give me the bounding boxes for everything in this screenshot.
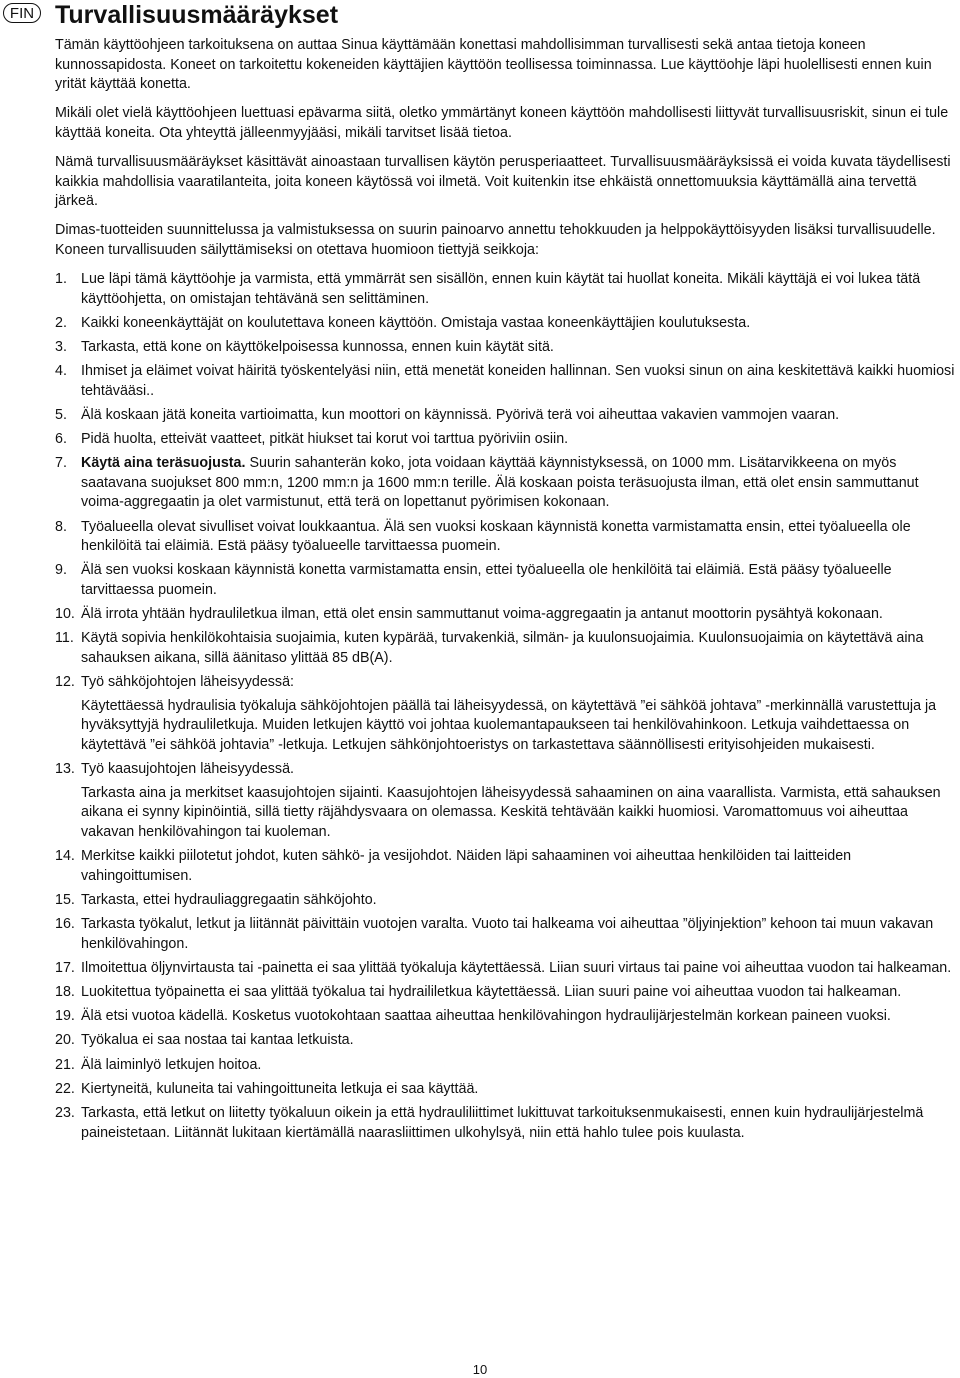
list-item (55, 338, 960, 358)
list-item-content (81, 561, 960, 600)
list-item-text: Kaikki koneenkäyttäjät on koulutettava koneen käyttöön. Omistaja vastaa koneenkäyttäjien koulutuksesta. (81, 314, 751, 331)
list-item-number: 6. (55, 431, 67, 448)
list-item-text: Älä laiminlyö letkujen hoitoa. (81, 1056, 262, 1073)
list-item-content (81, 605, 960, 625)
list-item-text: Luokitettua työpainetta ei saa ylittää työkalua tai hydraililetkua käytettäessä. Liian suuri paine voi aiheuttaa vuodon tai halkeaman. (81, 984, 902, 1001)
list-item-number: 17. (55, 959, 75, 976)
list-item-detail: Tarkasta aina ja merkitset kaasujohtojen sijainti. Kaasujohtojen läheisyydessä sahaaminen on aina vaarallista. Varmista, että sahauksen aikana ei synny kipinöintiä, sillä tietty räjähdysvaara on olemassa. Keskitä tehtävään kaikki huomiosi. Varomattomuus voi aiheuttaa vakavan henkilövahingon tai kuoleman. (81, 784, 941, 840)
list-item-text: Ihmiset ja eläimet voivat häiritä työskentelyäsi niin, että menetät koneiden hallinnan. Sen vuoksi sinun on aina keskitettävä kaikki huomiosi tehtävääsi.. (81, 363, 955, 399)
list-item-text: Suurin sahanterän koko, jota voidaan käyttää käynnistyksessä, on 1000 mm. Lisätarvikkeena on myös saatavana suojukset 800 mm:n, 1200 mm:n ja 1600 mm:n terille. Älä koskaan poista teräsuojusta ilman, että olet ensin sammuttanut voima-aggregaatin ja olet varmistunut, että terä on lopettanut pyörimisen kokonaan. (81, 455, 919, 511)
list-item-number: 2. (55, 314, 67, 331)
list-item-content (81, 314, 960, 334)
list-item (55, 983, 960, 1003)
list-item (55, 1104, 960, 1143)
list-item-text: Älä etsi vuotoa kädellä. Kosketus vuotokohtaan saattaa aiheuttaa henkilövahingon hydraulijärjestelmän korkean paineen vuoksi. (81, 1008, 891, 1025)
list-item-number: 10. (55, 606, 75, 623)
list-item-number: 5. (55, 406, 67, 423)
page-number: 10 (472, 1362, 488, 1377)
list-item (55, 673, 960, 755)
list-item-number: 3. (55, 338, 67, 355)
list-item-number: 14. (55, 848, 75, 865)
list-item-detail: Käytettäessä hydraulisia työkaluja sähköjohtojen päällä tai läheisyydessä, on käytettävä ”ei sähköä johtava” -merkinnällä varustettuja ja hyväksyttyjä hydrauliletkuja. Muiden letkujen käyttö voi johtaa kuolemantapaukseen tai henkilövahinkoon. Letkuja vaihdettaessa on käytettävä ”ei sähköä johtavia” -letkuja. Letkujen sähkönjohtoeristys on tarkastettava säännöllisesti erityisohjeiden mukaisesti. (81, 697, 937, 753)
list-item-text: Älä sen vuoksi koskaan käynnistä konetta varmistamatta ensin, ettei työalueella ole henkilöitä tai eläimiä. Estä pääsy työalueelle tarvittaessa puomein. (81, 562, 892, 598)
document-body (55, 36, 960, 1148)
list-item-content (81, 983, 960, 1003)
list-item-text: Älä irrota yhtään hydrauliletkua ilman, että olet ensin sammuttanut voima-aggregaatin ja antanut moottorin pysähtyä kokonaan. (81, 606, 883, 623)
list-item-content (81, 430, 960, 450)
list-item-text: Työalueella olevat sivulliset voivat loukkaantua. Älä sen vuoksi koskaan käynnistä konetta varmistamatta ensin, ettei työalueella ole henkilöitä tai eläimiä. Estä pääsy työalueelle tarvittaessa puomein. (81, 518, 911, 555)
list-item-text: Ilmoitettua öljynvirtausta tai -painetta ei saa ylittää työkaluja käytettäessä. Liian suuri virtaus tai paine voi aiheuttaa vuodon tai halkeaman. (81, 959, 952, 976)
list-item (55, 430, 960, 450)
list-item-number: 22. (55, 1080, 75, 1097)
list-item-number: 20. (55, 1032, 75, 1049)
intro-paragraph: Tämän käyttöohjeen tarkoituksena on auttaa Sinua käyttämään konettasi mahdollisimman turvallisesti sekä antaa tietoja koneen kunnossapidosta. Koneet on tarkoitettu kokeneiden käyttäjien käyttöön teollisessa toiminnassa. Lue käyttöohje läpi huolellisesti ennen kuin yrität käyttää konetta. (55, 37, 932, 93)
list-item-number: 4. (55, 363, 67, 380)
list-item-content (81, 270, 960, 309)
list-item (55, 891, 960, 911)
list-item (55, 1080, 960, 1100)
list-item-text: Tarkasta työkalut, letkut ja liitännät päivittäin vuotojen varalta. Vuoto tai halkeama voi aiheuttaa ”öljyinjektion” kehoon tai muun vakavan henkilövahingon. (81, 916, 934, 952)
list-item-content (81, 338, 960, 358)
list-item-number: 18. (55, 984, 75, 1001)
list-item-number: 11. (55, 630, 74, 647)
list-item-content (81, 1031, 960, 1051)
list-item-content (81, 629, 960, 668)
list-item-content (81, 1007, 960, 1027)
list-item-number: 15. (55, 891, 75, 908)
list-item-text: Lue läpi tämä käyttöohje ja varmista, että ymmärrät sen sisällön, ennen kuin käytät tai huollat koneita. Mikäli käyttäjä ei voi lukea tätä käyttöohjetta, on omistajan tehtävänä sen selittäminen. (81, 270, 921, 307)
list-item-number: 1. (55, 270, 67, 287)
list-item-content (81, 1080, 960, 1100)
list-item (55, 454, 960, 513)
safety-rules-list (55, 270, 960, 1143)
list-item-text: Pidä huolta, etteivät vaatteet, pitkät hiukset tai korut voi tarttua pyöriviin osiin. (81, 431, 569, 448)
list-item-text: Työkalua ei saa nostaa tai kantaa letkuista. (81, 1032, 354, 1049)
list-item-number: 7. (55, 455, 67, 472)
list-item-content (81, 454, 960, 513)
list-item-number: 13. (55, 761, 75, 778)
list-item-number: 16. (55, 916, 75, 933)
list-item-content (81, 891, 960, 911)
list-item-number: 8. (55, 518, 67, 535)
intro-paragraph: Dimas-tuotteiden suunnittelussa ja valmistuksessa on suurin painoarvo annettu tehokkuuden ja helppokäyttöisyyden lisäksi turvallisuudelle. Koneen turvallisuuden säilyttämiseksi on otettava huomioon tiettyjä seikkoja: (55, 222, 936, 258)
list-item-text: Tarkasta, että kone on käyttökelpoisessa kunnossa, ennen kuin käytät sitä. (81, 338, 554, 355)
list-item-number: 19. (55, 1008, 75, 1025)
list-item-text: Merkitse kaikki piilotetut johdot, kuten sähkö- ja vesijohdot. Näiden läpi sahaaminen voi aiheuttaa henkilöiden tai laitteiden vahingoittumisen. (81, 848, 852, 884)
list-item-text: Tarkasta, ettei hydrauliaggregaatin sähköjohto. (81, 891, 377, 908)
list-item-content (81, 1104, 960, 1143)
list-item (55, 1007, 960, 1027)
list-item-content (81, 959, 960, 979)
list-item-text: Työ sähköjohtojen läheisyydessä: (81, 674, 294, 691)
list-item-number: 9. (55, 562, 67, 579)
list-item (55, 847, 960, 886)
list-item (55, 561, 960, 600)
list-item-number: 21. (55, 1056, 75, 1073)
intro-paragraph: Nämä turvallisuusmääräykset käsittävät ainoastaan turvallisen käytön perusperiaatteet. Turvallisuusmääräyksissä ei voida kuvata täydellisesti kaikkia mahdollisia vaaratilanteita, joita koneen käytössä voi ilmetä. Voit kuitenkin itse ehkäistä onnettomuuksia käyttämällä aina tervettä järkeä. (55, 153, 951, 210)
list-item-content (81, 362, 960, 401)
list-item-content (81, 847, 960, 886)
list-item (55, 915, 960, 954)
list-item (55, 605, 960, 625)
list-item (55, 1056, 960, 1076)
list-item (55, 314, 960, 334)
language-badge: FIN (3, 3, 41, 23)
list-item (55, 406, 960, 426)
intro-paragraph: Mikäli olet vielä käyttöohjeen luettuasi epävarma siitä, oletko ymmärtänyt koneen käyttöön mahdollisesti liittyvät turvallisuusriskit, sinun ei tule käyttää koneita. Ota yhteyttä jälleenmyyjääsi, mikäli tarvitset lisää tietoa. (55, 105, 949, 141)
list-item (55, 270, 960, 309)
list-item-content (81, 406, 960, 426)
list-item-content (81, 673, 960, 755)
list-item (55, 518, 960, 557)
list-item-text: Älä koskaan jätä koneita vartioimatta, kun moottori on käynnissä. Pyörivä terä voi aiheuttaa vakavien vammojen vaaran. (81, 406, 840, 423)
list-item-text: Työ kaasujohtojen läheisyydessä. (81, 761, 294, 778)
list-item-emphasis: Käytä aina teräsuojusta. (81, 455, 246, 472)
list-item-content (81, 915, 960, 954)
list-item (55, 760, 960, 842)
list-item-content (81, 518, 960, 557)
list-item (55, 362, 960, 401)
list-item-text: Käytä sopivia henkilökohtaisia suojaimia, kuten kypärää, turvakenkiä, silmän- ja kuulonsuojaimia. Kuulonsuojaimia on käytettävä aina sahauksen aikana, sillä äänitaso ylittää 85 dB(A). (81, 630, 924, 666)
list-item (55, 629, 960, 668)
list-item-text: Kiertyneitä, kuluneita tai vahingoittuneita letkuja ei saa käyttää. (81, 1080, 479, 1097)
list-item-content (81, 1056, 960, 1076)
list-item (55, 959, 960, 979)
list-item-text: Tarkasta, että letkut on liitetty työkaluun oikein ja että hydrauliliittimet lukittuvat tarkoituksenmukaisesti, ennen kuin hydraulijärjestelmä paineistetaan. Liitännät lukitaan kiertämällä naarasliittimen ulkohylsyä, niin että hahlo tulee pois kuulasta. (81, 1104, 924, 1141)
list-item-number: 12. (55, 674, 75, 691)
list-item-content (81, 760, 960, 842)
list-item (55, 1031, 960, 1051)
page-title: Turvallisuusmääräykset (55, 1, 339, 29)
list-item-number: 23. (55, 1104, 75, 1121)
